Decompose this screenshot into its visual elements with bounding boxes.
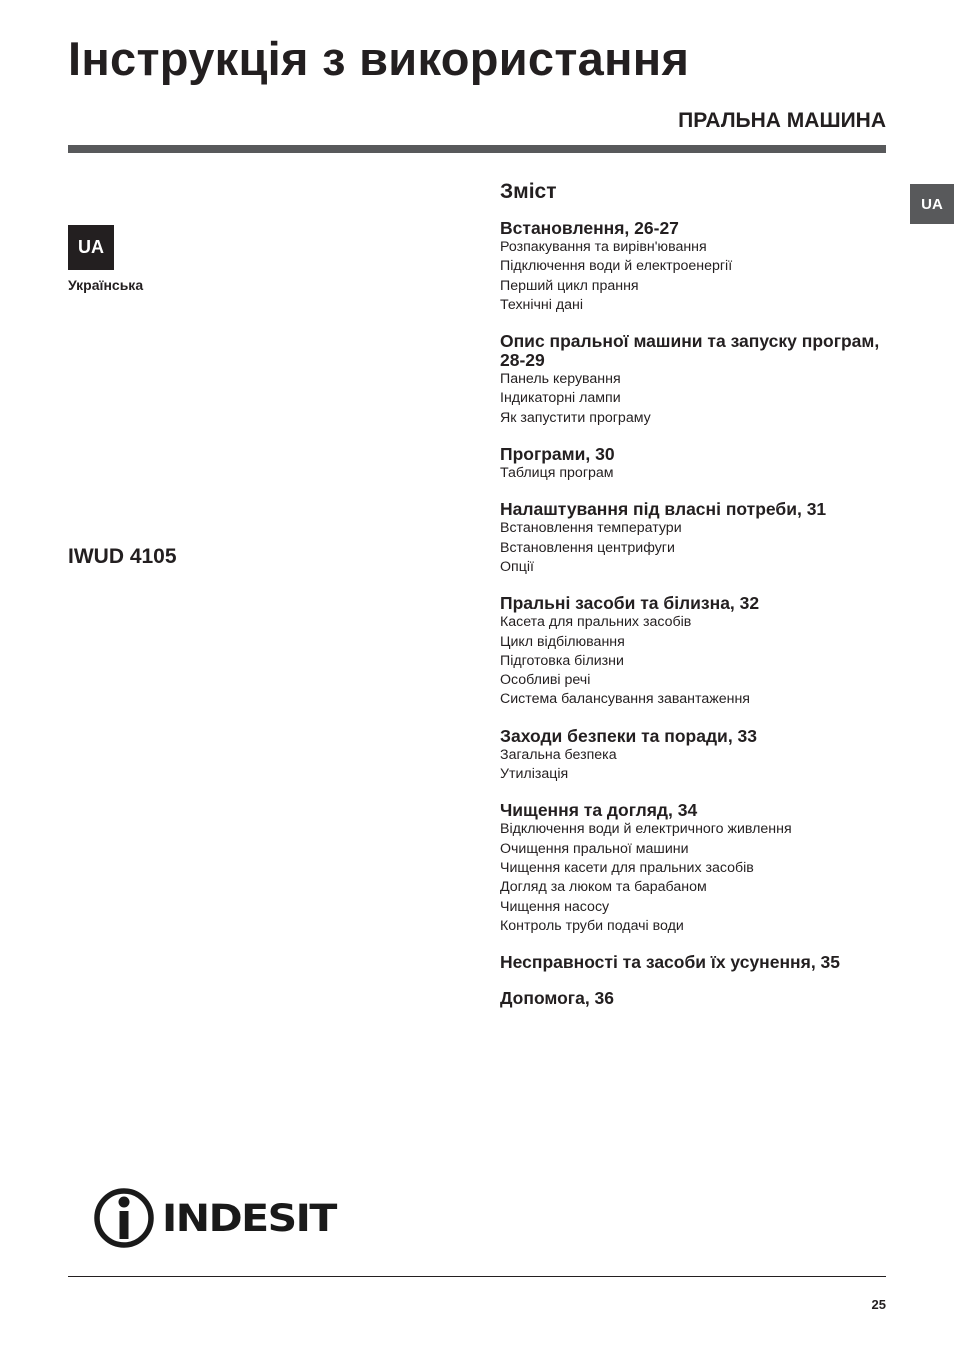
toc-item: Особливі речі (500, 672, 591, 689)
toc-item: Догляд за люком та барабаном (500, 879, 707, 896)
toc-item: Контроль труби подачі води (500, 917, 684, 934)
toc-section-heading: Встановлення, 26-27 (500, 218, 679, 238)
document-title: Інструкція з використання (68, 32, 690, 85)
toc-section (500, 801, 890, 936)
toc-item: Чищення касети для пральних засобів (500, 859, 754, 876)
toc-section (500, 500, 890, 577)
model-number: IWUD 4105 (68, 545, 177, 568)
toc-item: Відключення води й електричного живлення (500, 821, 792, 838)
brand-wordmark: INDESIT (162, 1195, 336, 1241)
toc-section (500, 594, 890, 709)
toc-section-heading: Пральні засоби та білизна, 32 (500, 593, 760, 614)
table-of-contents (500, 179, 890, 1025)
toc-item: Технічні дані (500, 296, 584, 313)
page-number: 25 (871, 1297, 886, 1312)
toc-item: Таблиця програм (500, 465, 614, 482)
toc-section (500, 219, 890, 315)
toc-item: Загальна безпека (500, 746, 617, 763)
toc-item: Опції (500, 558, 534, 575)
language-name: Українська (68, 277, 144, 293)
toc-title: Зміст (500, 180, 557, 203)
toc-section-heading: Несправності та засоби їх усунення, 35 (500, 952, 841, 973)
toc-section (500, 953, 890, 972)
toc-sections (500, 219, 890, 1008)
toc-item: Як запустити програму (500, 409, 651, 426)
toc-section (500, 727, 890, 785)
toc-item: Підготовка білизни (500, 652, 624, 669)
toc-section (500, 445, 890, 483)
toc-item: Встановлення температури (500, 520, 682, 537)
toc-item: Система балансування завантаження (500, 691, 750, 708)
toc-section-heading: Заходи безпеки та поради, 33 (500, 725, 758, 746)
toc-section (500, 332, 890, 428)
language-badge: UA (68, 225, 114, 270)
toc-section (500, 989, 890, 1008)
toc-item: Панель керування (500, 371, 621, 388)
toc-item: Підключення води й електроенергії (500, 258, 733, 275)
toc-item: Встановлення центрифуги (500, 539, 675, 556)
toc-item: Утилізація (500, 766, 569, 783)
toc-item: Чищення насосу (500, 898, 610, 915)
toc-section-heading: Допомога, 36 (500, 988, 615, 1009)
brand-logo (92, 1186, 336, 1250)
language-side-tab: UA (910, 184, 954, 224)
toc-item: Цикл відбілювання (500, 633, 625, 650)
toc-item: Касета для пральних засобів (500, 614, 692, 631)
toc-item: Розпакування та вирівн'ювання (500, 239, 707, 255)
document-subtitle: ПРАЛЬНА МАШИНА (678, 109, 886, 132)
toc-section-heading: Програми, 30 (500, 444, 615, 465)
toc-section-heading: Налаштування під власні потреби, 31 (500, 499, 827, 520)
toc-item: Перший цикл прання (500, 277, 639, 294)
header-divider (68, 145, 886, 153)
indesit-logo-icon (92, 1186, 156, 1250)
toc-section-heading: Опис пральної машини та запуску програм, 28-29 (500, 331, 880, 371)
toc-item: Очищення пральної машини (500, 840, 689, 857)
footer-divider (68, 1276, 886, 1277)
toc-item: Індикаторні лампи (500, 390, 621, 407)
toc-section-heading: Чищення та догляд, 34 (500, 800, 698, 821)
